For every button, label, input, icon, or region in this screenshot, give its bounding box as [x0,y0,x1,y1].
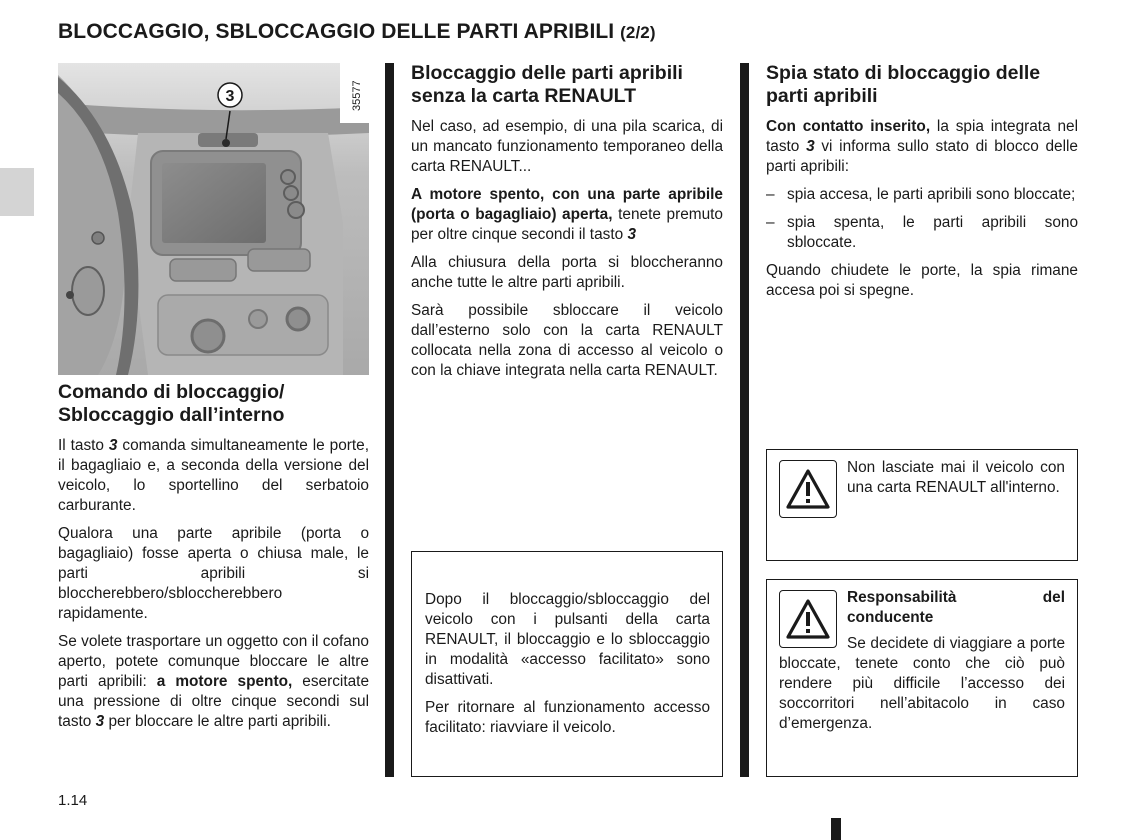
section-heading-interior-command: Comando di bloccaggio/ Sbloccaggio dall’interno [58,381,285,426]
paragraph: Alla chiusura della porta si bloccheranno anche tutte le altre parti apribili. [411,254,723,291]
key-ref: 3 [95,713,105,730]
dashboard-photo [58,63,369,375]
column-divider [740,63,749,777]
figure-ref-number: 35577 [351,80,363,111]
list-item-text: spia spenta, le parti apribili sono sbloccate. [787,214,1078,251]
warning-text: Non lasciate mai il veicolo con una carta RENAULT all'interno. [847,459,1065,496]
bold-text: A motore spento, con una parte apribile (porta o bagagliaio) aperta, [411,186,723,223]
key-ref: 3 [108,437,118,454]
section-heading-lock-status-light: Spia stato di bloccaggio delle parti apribili [766,62,1041,107]
section-tab [0,168,34,216]
info-box-easy-access [411,551,723,777]
paragraph [58,632,369,732]
column-lock-status-light [766,62,1078,309]
text: tenete premuto per oltre cinque secondi il tasto [411,206,723,243]
paragraph: Quando chiudete le porte, la spia rimane accesa poi si spegne. [766,262,1078,299]
paragraph [766,117,1078,177]
list-item [766,185,1078,205]
list-item-text: spia accesa, le parti apribili sono bloccate; [787,186,1076,203]
column-interior-command [58,381,369,740]
page-title [58,20,656,44]
text: vi informa sullo stato di blocco delle parti apribili: [766,138,1078,175]
paragraph: Qualora una parte apribile (porta o bagagliaio) fosse aperta o chiusa male, le parti apribili si bloccherebbero/sbloccherebbero rapidamente. [58,525,369,622]
paragraph: Dopo il bloccaggio/sbloccaggio del veicolo con i pulsanti della carta RENAULT, il bloccaggio e lo sbloccaggio in modalità «accesso facilitato» sono disattivati. [425,591,710,688]
warning-text: Se decidete di viaggiare a porte bloccate, tenete conto che ciò può rendere più difficile l’accesso dei soccorritori nell’abitacolo in caso d’emergenza. [779,635,1065,732]
column-divider [385,63,394,777]
text: Il tasto [58,437,109,454]
paragraph [58,436,369,516]
bold-text: a motore spento, [156,673,293,690]
key-ref: 3 [806,138,815,155]
dash: – [766,186,775,203]
column-locking-without-card [411,62,723,389]
page-title-part: (2/2) [620,23,656,42]
text: per bloccare le altre parti apribili. [104,713,331,730]
warning-triangle-icon [779,460,837,518]
text: Se volete trasportare un oggetto con il cofano aperto, potete comunque bloccare le altre parti apribili: [58,633,369,690]
key-ref: 3 [627,226,637,243]
callout-number: 3 [225,88,235,105]
paragraph [411,185,723,245]
section-heading-locking-without-card: Bloccaggio delle parti apribili senza la carta RENAULT [411,62,683,107]
text: comanda simultaneamente le porte, il bagagliaio e, a seconda della versione del veicolo, lo sportellino del serbatoio carburante. [58,437,369,514]
page-title-text: BLOCCAGGIO, SBLOCCAGGIO DELLE PARTI APRIBILI [58,20,615,43]
status-list [766,185,1078,253]
text: esercitate una pressione di oltre cinque secondi sul tasto [58,673,369,730]
dashboard-illustration [58,63,369,375]
bold-text: Con contatto inserito, [766,118,931,135]
page-number: 1.14 [58,792,88,809]
dash: – [766,214,775,231]
warning-box-driver-responsibility [766,579,1078,777]
warning-box-card-inside [766,449,1078,561]
text: la spia integrata nel tasto [766,118,1078,155]
paragraph: Nel caso, ad esempio, di una pila scarica, di un mancato funzionamento temporaneo della carta RENAULT... [411,118,723,175]
warning-triangle-icon [779,590,837,648]
warning-title: Responsabilità del conducente [847,589,1065,626]
paragraph: Sarà possibile sbloccare il veicolo dall’esterno solo con la carta RENAULT collocata nella zona di accesso al veicolo o con la chiave integrata nella carta RENAULT. [411,302,723,379]
paragraph: Per ritornare al funzionamento accesso facilitato: riavviare il veicolo. [425,699,710,736]
page-edge-marker [831,818,841,840]
list-item [766,213,1078,253]
